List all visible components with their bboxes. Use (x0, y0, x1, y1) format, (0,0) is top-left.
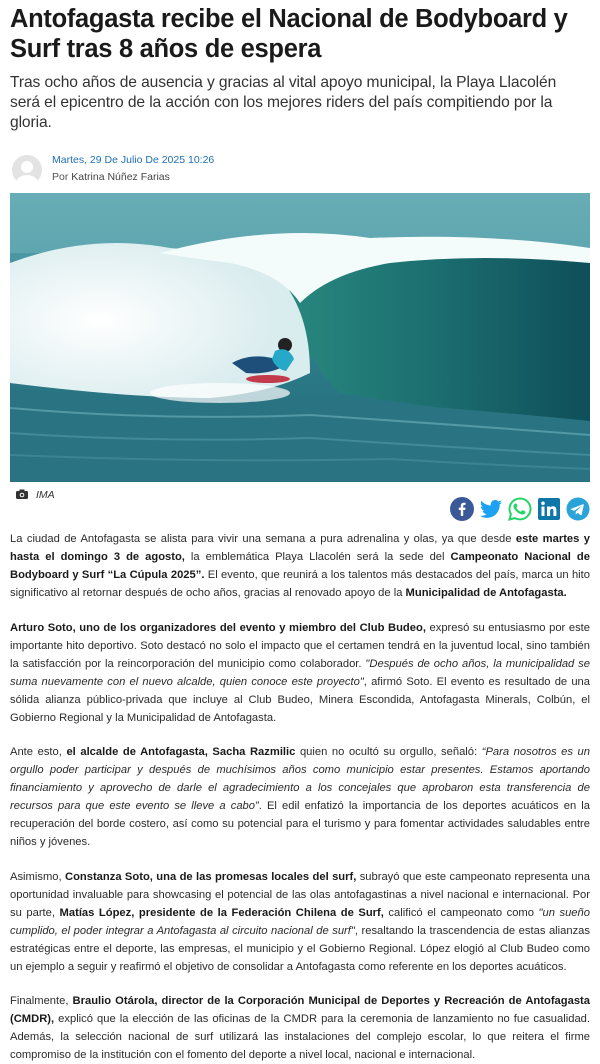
quote-text: “Para nosotros es un orgullo poder participar y después de muchísimos años como municipio estar presentes. Estamos aportando financiamiento y aprovecho de darle el agradecimiento a los concejales que aprobaron esta transferencia de recursos para que este evento se lleve a cabo” (10, 746, 590, 812)
body-text: La ciudad de Antofagasta se alista para vivir una semana a pura adrenalina y olas, ya que desde (10, 533, 516, 545)
body-text: calificó el campeonato como (383, 906, 539, 919)
body-text: quien no ocultó su orgullo, señaló: (295, 746, 482, 758)
author-name[interactable]: Katrina Núñez Farias (71, 171, 170, 183)
body-text: subrayó que este campeonato representa una oportunidad invaluable para showcasing el potencial de las olas antofagastinas a nivel nacional e internacional. Por su parte, (10, 870, 590, 919)
body-text: explicó que la elección de las oficinas de la CMDR para la ceremonia de lanzamiento no fue casualidad. Además, la selección nacional de surf utilizará las instalaciones del complejo escolar, lo que reitera el firme compromiso de la institución con el fomento del deporte a nivel local, nacional e internacional. (10, 1013, 590, 1061)
bold-text: Matías López, presidente de la Federación Chilena de Surf, (59, 906, 384, 919)
photo-credit: IMA (36, 489, 55, 501)
quote-text: "un sueño cumplido, el poder integrar a Antofagasta al circuito nacional de surf" (10, 906, 590, 937)
article-paragraph (10, 530, 590, 602)
bold-text: Braulio Otárola, director de la Corporación Municipal de Deportes y Recreación de Antofagasta (CMDR), (10, 995, 590, 1025)
body-text: , afirmó Soto. El evento es resultado de una sólida alianza público-privada que incluye al Club Budeo, Minera Escondida, Antofagasta Minerals, Colbún, el Gobierno Regional y la Municipalidad de Antofagasta. (10, 675, 590, 724)
body-text: El evento, que reunirá a los talentos más destacados del país, marca un hito significativo al retornar después de ocho años, gracias al renovado apoyo de la (10, 569, 590, 599)
article-title: Antofagasta recibe el Nacional de Bodyboard y Surf tras 8 años de espera (10, 5, 568, 63)
article-paragraph (10, 992, 590, 1064)
author-avatar (12, 155, 42, 185)
body-text: , resaltando la trascendencia de estas alianzas estratégicas entre el deporte, las empresas, el municipio y el Gobierno Regional. López elogió al Club Budeo como un ejemplo a seguir y reafirmó el objetivo de consolidar a Antofagasta como referente en los deportes acuáticos. (10, 924, 590, 973)
body-text: . El edil enfatizó la importancia de los deportes acuáticos en la recuperación del borde costero, así como su potencial para el turismo y para fomentar actividades saludables entre niños y jóvenes. (10, 800, 591, 848)
bold-text: el alcalde de Antofagasta, Sacha Razmilic (66, 746, 296, 758)
body-text: Ante esto, (10, 746, 67, 758)
bold-text: Constanza Soto, una de las promesas locales del surf, (64, 870, 357, 883)
byline (10, 153, 590, 189)
facebook-icon[interactable] (450, 497, 474, 521)
article-paragraph (10, 619, 590, 727)
bold-text: Municipalidad de Antofagasta. (405, 587, 567, 599)
author-prefix: Por (52, 171, 69, 183)
linkedin-icon[interactable] (537, 497, 561, 521)
article-subtitle: Tras ocho años de ausencia y gracias al vital apoyo municipal, la Playa Llacolén será el epicentro de la acción con los mejores riders del país compitiendo por la gloria. (10, 74, 557, 131)
photo-footer (10, 486, 590, 520)
author-line (52, 170, 214, 184)
article-paragraph (10, 868, 590, 976)
article-photo (10, 193, 590, 482)
bold-text: Campeonato Nacional de Bodyboard y Surf “La Cúpula 2025”. (10, 551, 590, 581)
body-text: la emblemática Playa Llacolén será la sede del (184, 551, 451, 563)
twitter-icon[interactable] (479, 497, 503, 521)
body-text: Finalmente, (10, 995, 73, 1007)
article-meta (52, 153, 214, 184)
bold-text: este martes y hasta el domingo 3 de agosto, (10, 533, 590, 563)
whatsapp-icon[interactable] (508, 497, 532, 521)
article-body (10, 530, 590, 1064)
bold-text: Arturo Soto, uno de los organizadores del evento y miembro del Club Budeo, (10, 621, 426, 634)
publish-date: Martes, 29 De Julio De 2025 10:26 (52, 154, 215, 166)
body-text: Asimismo, (10, 870, 65, 883)
article-paragraph (10, 743, 590, 851)
share-bar (450, 497, 590, 521)
camera-icon (16, 489, 28, 502)
body-text: expresó su entusiasmo por este importante hito deportivo. Soto destacó no solo el impacto que el certamen tendrá en la juventud local, sino también la satisfacción por la reincorporación del municipio como colaborador. (10, 621, 590, 670)
quote-text: "Después de ocho años, la municipalidad se suma nuevamente con el nuevo alcalde, quien conoce este proyecto" (10, 657, 590, 688)
photo-caption (10, 489, 55, 502)
telegram-icon[interactable] (566, 497, 590, 521)
